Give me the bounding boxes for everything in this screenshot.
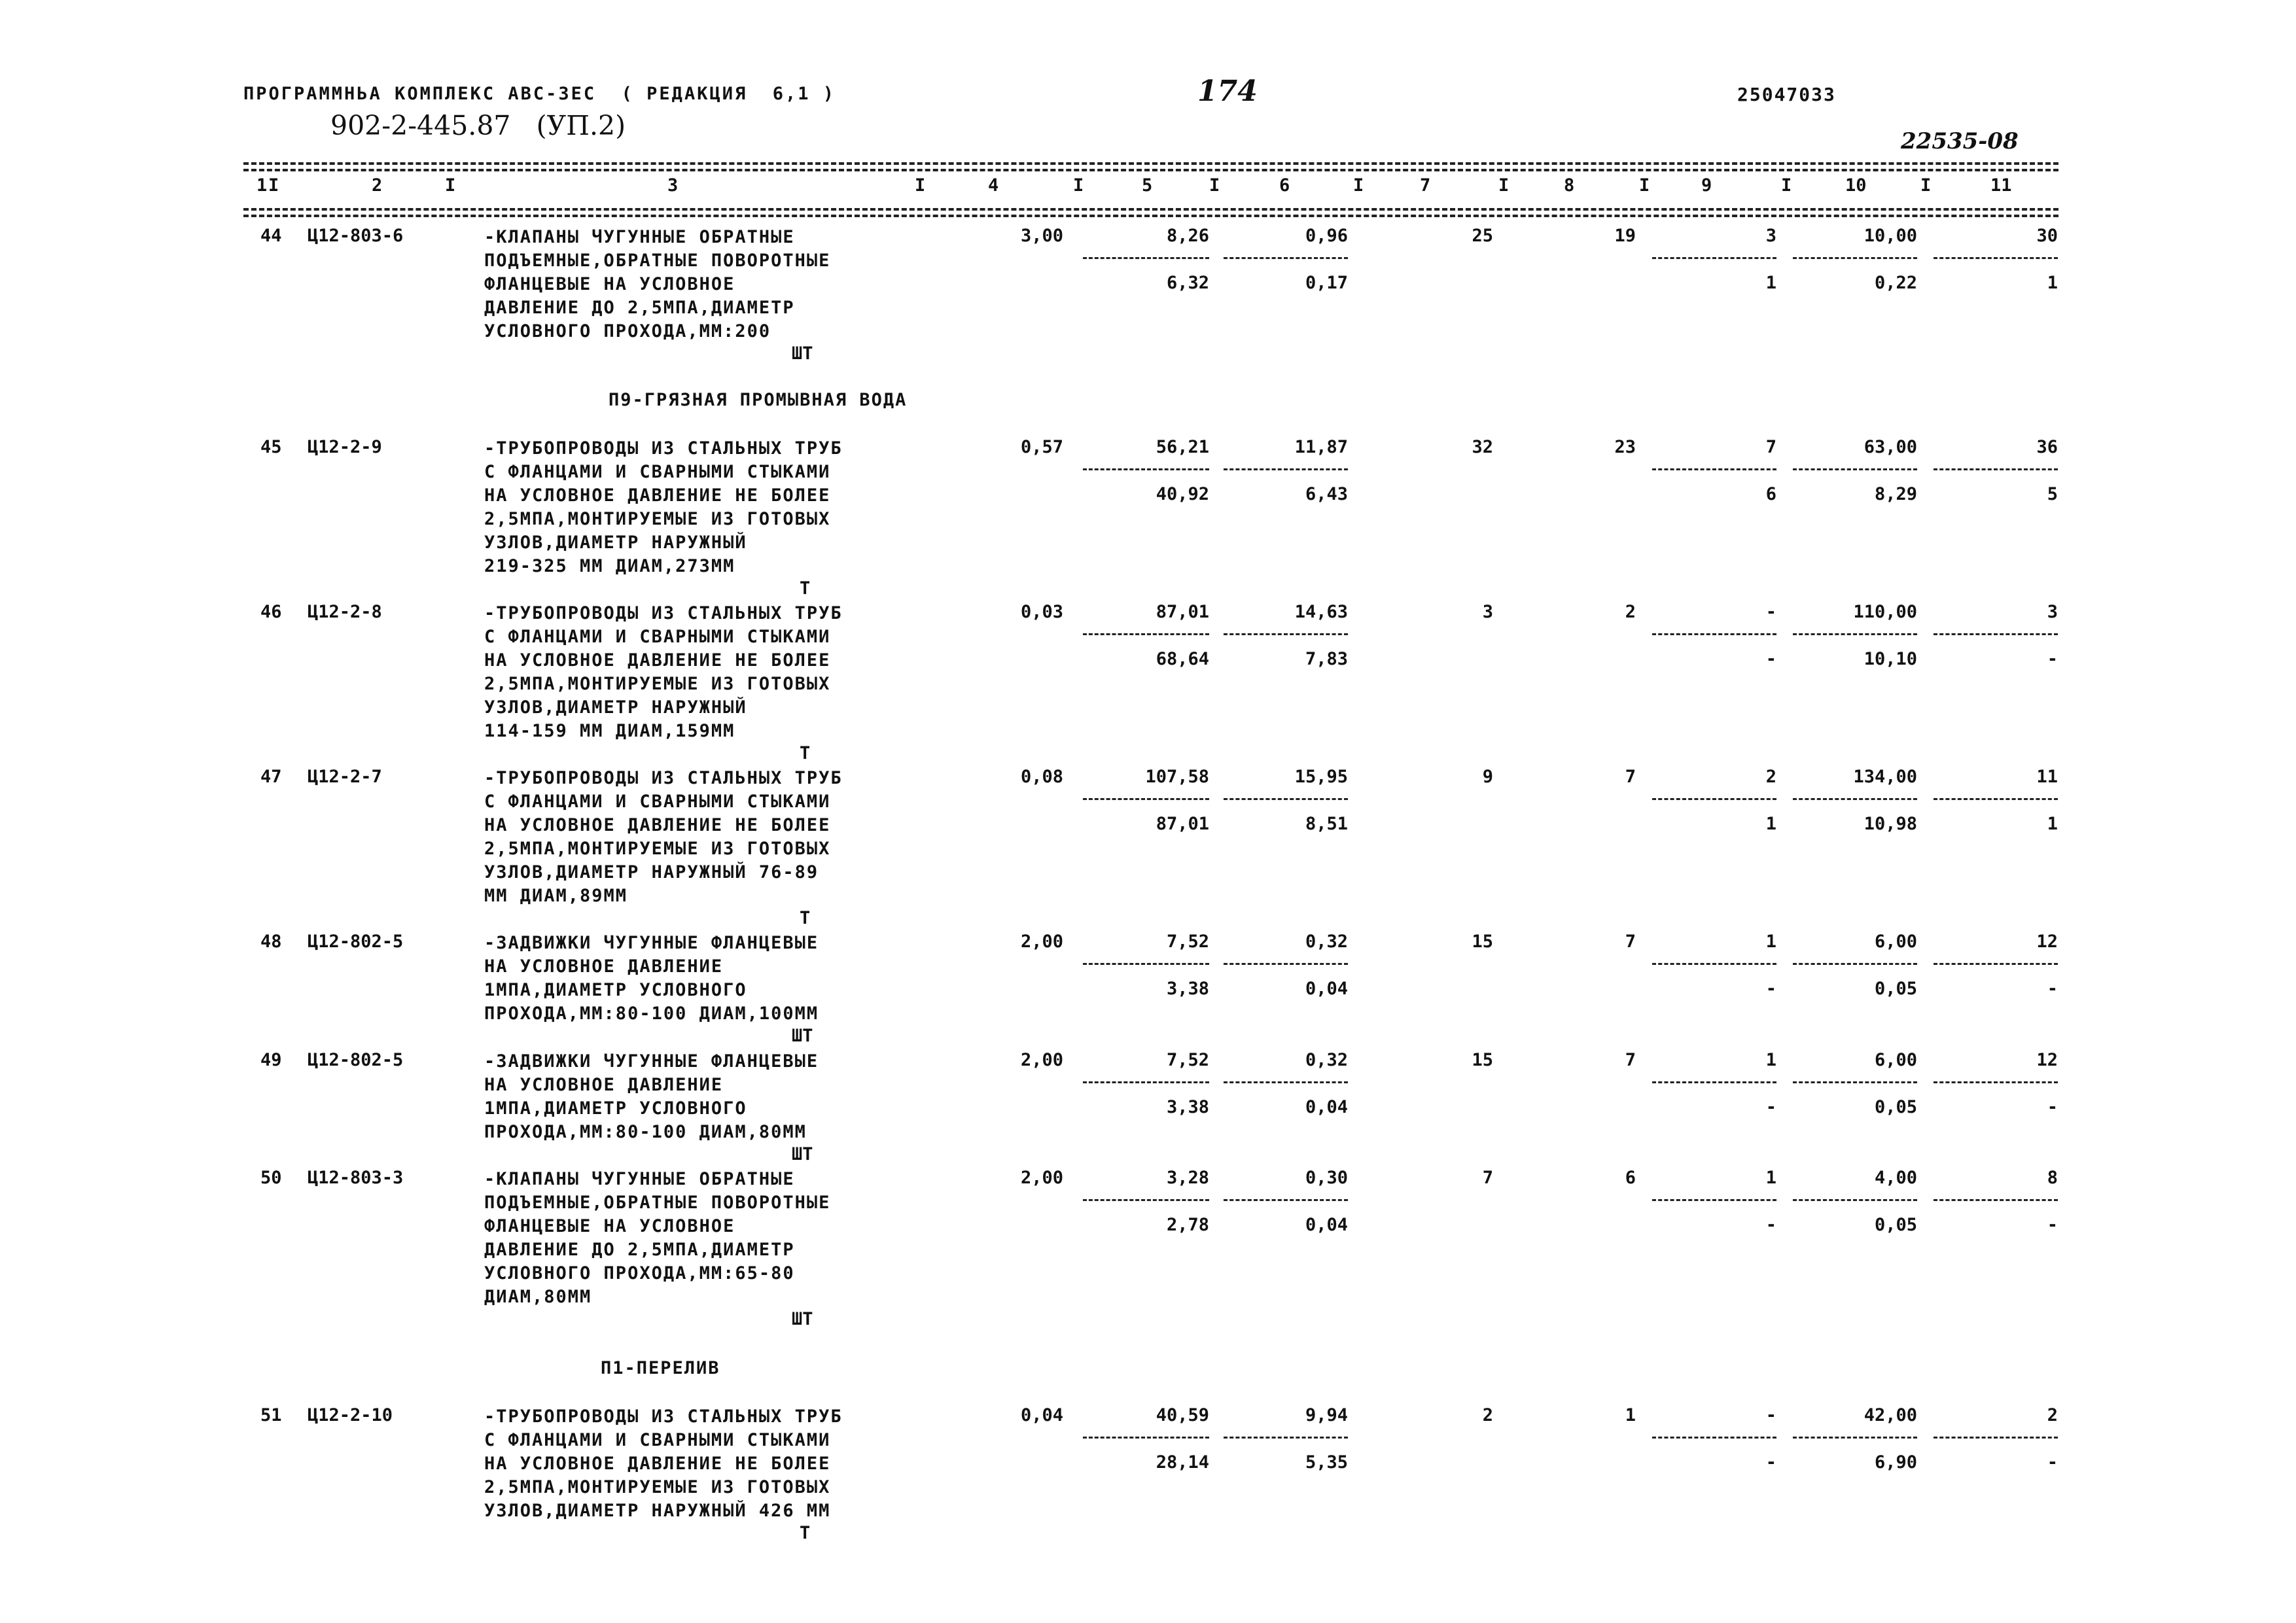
labor-unit-sub: 0,22 bbox=[1874, 273, 1917, 293]
wage-cost-sub: 0,04 bbox=[1305, 1097, 1348, 1117]
labor-unit: 6,00 bbox=[1874, 1050, 1917, 1070]
wage-total-sub: - bbox=[1765, 649, 1776, 669]
labor-unit-sub: 10,10 bbox=[1863, 649, 1917, 669]
wage-total: 1 bbox=[1765, 1050, 1776, 1070]
wage-cost-sub: 6,43 bbox=[1305, 484, 1348, 504]
fraction-line bbox=[1083, 468, 1209, 470]
machine-cost: 7 bbox=[1625, 1050, 1636, 1070]
column-separator: I bbox=[1209, 175, 1220, 196]
fraction-line bbox=[1083, 1081, 1209, 1083]
description-line: ФЛАНЦЕВЫЕ НА УСЛОВНОЕ bbox=[484, 1216, 735, 1236]
column-header: 7 bbox=[1420, 175, 1431, 196]
fraction-line bbox=[1652, 1081, 1776, 1083]
description-line: 219-325 ММ ДИАМ,273ММ bbox=[484, 556, 735, 576]
work-description bbox=[484, 602, 843, 743]
fraction-line bbox=[1224, 1437, 1348, 1439]
unit-cost-sub: 87,01 bbox=[1156, 814, 1209, 834]
labor-unit-sub: 0,05 bbox=[1874, 1215, 1917, 1235]
wage-cost-sub: 7,83 bbox=[1305, 649, 1348, 669]
labor-total: 30 bbox=[2036, 226, 2058, 246]
row-number: 48 bbox=[260, 932, 282, 952]
machine-cost: 2 bbox=[1625, 602, 1636, 622]
quantity: 0,08 bbox=[1020, 767, 1063, 787]
unit-cost-sub: 3,38 bbox=[1166, 1097, 1209, 1117]
description-line: С ФЛАНЦАМИ И СВАРНЫМИ СТЫКАМИ bbox=[484, 462, 831, 482]
description-line: НА УСЛОВНОЕ ДАВЛЕНИЕ НЕ БОЛЕЕ bbox=[484, 650, 831, 671]
column-separator: I bbox=[1498, 175, 1510, 196]
album-number: 22535-08 bbox=[1901, 128, 2019, 154]
wage-total: 2 bbox=[1765, 767, 1776, 787]
work-description bbox=[484, 767, 843, 908]
machine-cost: 19 bbox=[1614, 226, 1636, 246]
machine-cost: 23 bbox=[1614, 437, 1636, 457]
row-number: 44 bbox=[260, 226, 282, 246]
column-separator: I bbox=[1639, 175, 1650, 196]
column-header: 4 bbox=[988, 175, 999, 196]
unit-cost: 107,58 bbox=[1145, 767, 1209, 787]
description-line: ММ ДИАМ,89ММ bbox=[484, 886, 628, 906]
column-separator: I bbox=[268, 175, 279, 196]
fraction-line bbox=[1934, 1199, 2058, 1201]
project-number: 902-2-445.87 (УП.2) bbox=[330, 110, 626, 141]
labor-total-sub: 5 bbox=[2047, 484, 2058, 504]
rate-code: Ц12-2-10 bbox=[308, 1405, 393, 1425]
row-number: 47 bbox=[260, 767, 282, 787]
description-line: ДАВЛЕНИЕ ДО 2,5МПА,ДИАМЕТР bbox=[484, 298, 795, 318]
fraction-line bbox=[1934, 257, 2058, 259]
fraction-line bbox=[1652, 798, 1776, 800]
wage-total-sub: 1 bbox=[1765, 273, 1776, 293]
description-line: УЗЛОВ,ДИАМЕТР НАРУЖНЫЙ bbox=[484, 697, 747, 718]
description-line: 1МПА,ДИАМЕТР УСЛОВНОГО bbox=[484, 980, 747, 1000]
labor-unit-sub: 0,05 bbox=[1874, 1097, 1917, 1117]
labor-unit: 6,00 bbox=[1874, 932, 1917, 952]
quantity: 0,03 bbox=[1020, 602, 1063, 622]
fraction-line bbox=[1652, 1437, 1776, 1439]
row-number: 50 bbox=[260, 1168, 282, 1188]
fraction-line bbox=[1083, 257, 1209, 259]
description-line: -ЗАДВИЖКИ ЧУГУННЫЕ ФЛАНЦЕВЫЕ bbox=[484, 933, 819, 953]
unit-of-measure: Т bbox=[800, 743, 811, 763]
fraction-line bbox=[1934, 1437, 2058, 1439]
column-separator: I bbox=[1073, 175, 1084, 196]
fraction-line bbox=[1652, 257, 1776, 259]
wage-cost-sub: 0,04 bbox=[1305, 1215, 1348, 1235]
total-cost: 7 bbox=[1482, 1168, 1493, 1188]
rate-code: Ц12-803-3 bbox=[308, 1168, 404, 1188]
header-rule-bottom bbox=[243, 208, 2058, 211]
wage-total-sub: - bbox=[1765, 1097, 1776, 1117]
quantity: 3,00 bbox=[1020, 226, 1063, 246]
machine-cost: 1 bbox=[1625, 1405, 1636, 1425]
wage-cost-sub: 5,35 bbox=[1305, 1452, 1348, 1473]
description-line: НА УСЛОВНОЕ ДАВЛЕНИЕ НЕ БОЛЕЕ bbox=[484, 815, 831, 835]
labor-unit-sub: 10,98 bbox=[1863, 814, 1917, 834]
rate-code: Ц12-2-9 bbox=[308, 437, 382, 457]
rate-code: Ц12-2-7 bbox=[308, 767, 382, 787]
fraction-line bbox=[1934, 1081, 2058, 1083]
unit-cost: 8,26 bbox=[1166, 226, 1209, 246]
description-line: -КЛАПАНЫ ЧУГУННЫЕ ОБРАТНЫЕ bbox=[484, 227, 795, 247]
fraction-line bbox=[1793, 468, 1917, 470]
labor-unit-sub: 6,90 bbox=[1874, 1452, 1917, 1473]
work-description bbox=[484, 226, 830, 343]
description-line: 114-159 ММ ДИАМ,159ММ bbox=[484, 721, 735, 741]
labor-total-sub: 1 bbox=[2047, 814, 2058, 834]
unit-of-measure: Т bbox=[800, 1523, 811, 1543]
fraction-line bbox=[1934, 633, 2058, 635]
fraction-line bbox=[1652, 468, 1776, 470]
fraction-line bbox=[1224, 1081, 1348, 1083]
wage-total: - bbox=[1765, 1405, 1776, 1425]
column-header: 2 bbox=[372, 175, 383, 196]
wage-total-sub: - bbox=[1765, 1215, 1776, 1235]
wage-cost-sub: 0,17 bbox=[1305, 273, 1348, 293]
fraction-line bbox=[1224, 963, 1348, 965]
program-header: ПРОГРАММНЬА КОМПЛЕКС АВС-ЗЕС ( РЕДАКЦИЯ 6,1 ) bbox=[243, 84, 836, 104]
fraction-line bbox=[1083, 633, 1209, 635]
fraction-line bbox=[1224, 257, 1348, 259]
wage-cost: 9,94 bbox=[1305, 1405, 1348, 1425]
description-line: 1МПА,ДИАМЕТР УСЛОВНОГО bbox=[484, 1098, 747, 1119]
labor-total: 12 bbox=[2036, 932, 2058, 952]
description-line: УСЛОВНОГО ПРОХОДА,ММ:200 bbox=[484, 321, 771, 341]
fraction-line bbox=[1793, 963, 1917, 965]
total-cost: 25 bbox=[1472, 226, 1493, 246]
wage-cost: 0,32 bbox=[1305, 1050, 1348, 1070]
labor-total: 2 bbox=[2047, 1405, 2058, 1425]
labor-unit: 4,00 bbox=[1874, 1168, 1917, 1188]
rate-code: Ц12-803-6 bbox=[308, 226, 404, 246]
description-line: НА УСЛОВНОЕ ДАВЛЕНИЕ НЕ БОЛЕЕ bbox=[484, 485, 831, 506]
description-line: -ТРУБОПРОВОДЫ ИЗ СТАЛЬНЫХ ТРУБ bbox=[484, 1406, 843, 1427]
fraction-line bbox=[1793, 798, 1917, 800]
description-line: -ТРУБОПРОВОДЫ ИЗ СТАЛЬНЫХ ТРУБ bbox=[484, 438, 843, 459]
fraction-line bbox=[1083, 798, 1209, 800]
row-number: 51 bbox=[260, 1405, 282, 1425]
header-rule-top bbox=[243, 162, 2058, 165]
wage-total: 1 bbox=[1765, 1168, 1776, 1188]
labor-unit-sub: 0,05 bbox=[1874, 979, 1917, 999]
total-cost: 2 bbox=[1482, 1405, 1493, 1425]
column-separator: I bbox=[1353, 175, 1364, 196]
unit-cost: 40,59 bbox=[1156, 1405, 1209, 1425]
work-description bbox=[484, 932, 819, 1026]
total-cost: 9 bbox=[1482, 767, 1493, 787]
row-number: 45 bbox=[260, 437, 282, 457]
description-line: С ФЛАНЦАМИ И СВАРНЫМИ СТЫКАМИ bbox=[484, 627, 831, 647]
unit-cost: 7,52 bbox=[1166, 932, 1209, 952]
unit-of-measure: Т bbox=[800, 578, 811, 599]
unit-cost-sub: 40,92 bbox=[1156, 484, 1209, 504]
work-description bbox=[484, 1168, 830, 1309]
quantity: 2,00 bbox=[1020, 932, 1063, 952]
total-cost: 32 bbox=[1472, 437, 1493, 457]
machine-cost: 7 bbox=[1625, 932, 1636, 952]
description-line: ПОДЪЕМНЫЕ,ОБРАТНЫЕ ПОВОРОТНЫЕ bbox=[484, 1193, 831, 1213]
fraction-line bbox=[1652, 1199, 1776, 1201]
description-line: УСЛОВНОГО ПРОХОДА,ММ:65-80 bbox=[484, 1263, 795, 1283]
column-header: 1 bbox=[256, 175, 268, 196]
fraction-line bbox=[1652, 633, 1776, 635]
labor-total: 8 bbox=[2047, 1168, 2058, 1188]
fraction-line bbox=[1224, 798, 1348, 800]
fraction-line bbox=[1934, 798, 2058, 800]
total-cost: 3 bbox=[1482, 602, 1493, 622]
unit-cost-sub: 3,38 bbox=[1166, 979, 1209, 999]
description-line: ПРОХОДА,ММ:80-100 ДИАМ,80ММ bbox=[484, 1122, 807, 1142]
unit-of-measure: ШТ bbox=[792, 1309, 813, 1329]
description-line: 2,5МПА,МОНТИРУЕМЫЕ ИЗ ГОТОВЫХ bbox=[484, 839, 831, 859]
unit-cost-sub: 68,64 bbox=[1156, 649, 1209, 669]
fraction-line bbox=[1083, 1199, 1209, 1201]
unit-cost: 3,28 bbox=[1166, 1168, 1209, 1188]
fraction-line bbox=[1793, 633, 1917, 635]
unit-cost-sub: 6,32 bbox=[1166, 273, 1209, 293]
labor-unit: 63,00 bbox=[1863, 437, 1917, 457]
labor-unit-sub: 8,29 bbox=[1874, 484, 1917, 504]
column-header: 3 bbox=[667, 175, 679, 196]
description-line: ФЛАНЦЕВЫЕ НА УСЛОВНОЕ bbox=[484, 274, 735, 294]
wage-cost: 11,87 bbox=[1294, 437, 1348, 457]
description-line: ПОДЪЕМНЫЕ,ОБРАТНЫЕ ПОВОРОТНЫЕ bbox=[484, 251, 831, 271]
quantity: 0,04 bbox=[1020, 1405, 1063, 1425]
fraction-line bbox=[1652, 963, 1776, 965]
description-line: С ФЛАНЦАМИ И СВАРНЫМИ СТЫКАМИ bbox=[484, 792, 831, 812]
unit-of-measure: ШТ bbox=[792, 343, 813, 364]
fraction-line bbox=[1083, 963, 1209, 965]
column-separator: I bbox=[1781, 175, 1792, 196]
labor-unit: 134,00 bbox=[1853, 767, 1917, 787]
unit-cost: 7,52 bbox=[1166, 1050, 1209, 1070]
wage-cost: 14,63 bbox=[1294, 602, 1348, 622]
labor-total: 3 bbox=[2047, 602, 2058, 622]
labor-total: 12 bbox=[2036, 1050, 2058, 1070]
fraction-line bbox=[1793, 1199, 1917, 1201]
unit-cost-sub: 28,14 bbox=[1156, 1452, 1209, 1473]
rate-code: Ц12-802-5 bbox=[308, 1050, 404, 1070]
description-line: НА УСЛОВНОЕ ДАВЛЕНИЕ НЕ БОЛЕЕ bbox=[484, 1454, 831, 1474]
description-line: -КЛАПАНЫ ЧУГУННЫЕ ОБРАТНЫЕ bbox=[484, 1169, 795, 1189]
labor-unit: 110,00 bbox=[1853, 602, 1917, 622]
header-rule-top-2 bbox=[243, 169, 2058, 171]
column-header: 10 bbox=[1845, 175, 1867, 196]
labor-total-sub: - bbox=[2047, 1097, 2058, 1117]
unit-of-measure: ШТ bbox=[792, 1144, 813, 1164]
column-separator: I bbox=[1920, 175, 1932, 196]
description-line: 2,5МПА,МОНТИРУЕМЫЕ ИЗ ГОТОВЫХ bbox=[484, 1477, 831, 1497]
rate-code: Ц12-2-8 bbox=[308, 602, 382, 622]
wage-total-sub: - bbox=[1765, 979, 1776, 999]
description-line: ПРОХОДА,ММ:80-100 ДИАМ,100ММ bbox=[484, 1003, 819, 1024]
column-header: 9 bbox=[1701, 175, 1712, 196]
work-description bbox=[484, 1050, 819, 1144]
wage-total: - bbox=[1765, 602, 1776, 622]
wage-total-sub: 1 bbox=[1765, 814, 1776, 834]
labor-total-sub: - bbox=[2047, 649, 2058, 669]
description-line: НА УСЛОВНОЕ ДАВЛЕНИЕ bbox=[484, 956, 724, 977]
labor-total: 11 bbox=[2036, 767, 2058, 787]
column-header: 8 bbox=[1564, 175, 1575, 196]
labor-unit: 10,00 bbox=[1863, 226, 1917, 246]
wage-total: 7 bbox=[1765, 437, 1776, 457]
fraction-line bbox=[1793, 1437, 1917, 1439]
wage-cost: 0,96 bbox=[1305, 226, 1348, 246]
quantity: 2,00 bbox=[1020, 1050, 1063, 1070]
work-description bbox=[484, 437, 843, 578]
total-cost: 15 bbox=[1472, 932, 1493, 952]
wage-cost: 0,32 bbox=[1305, 932, 1348, 952]
fraction-line bbox=[1224, 468, 1348, 470]
column-separator: I bbox=[445, 175, 456, 196]
description-line: УЗЛОВ,ДИАМЕТР НАРУЖНЫЙ 426 ММ bbox=[484, 1501, 831, 1521]
unit-cost: 56,21 bbox=[1156, 437, 1209, 457]
labor-total-sub: - bbox=[2047, 1215, 2058, 1235]
total-cost: 15 bbox=[1472, 1050, 1493, 1070]
wage-cost: 15,95 bbox=[1294, 767, 1348, 787]
column-separator: I bbox=[915, 175, 926, 196]
fraction-line bbox=[1793, 257, 1917, 259]
machine-cost: 6 bbox=[1625, 1168, 1636, 1188]
work-description bbox=[484, 1405, 843, 1523]
description-line: ДИАМ,80ММ bbox=[484, 1287, 592, 1307]
fraction-line bbox=[1224, 1199, 1348, 1201]
unit-of-measure: Т bbox=[800, 908, 811, 928]
description-line: 2,5МПА,МОНТИРУЕМЫЕ ИЗ ГОТОВЫХ bbox=[484, 509, 831, 529]
unit-of-measure: ШТ bbox=[792, 1026, 813, 1046]
row-number: 46 bbox=[260, 602, 282, 622]
wage-cost-sub: 8,51 bbox=[1305, 814, 1348, 834]
wage-total-sub: 6 bbox=[1765, 484, 1776, 504]
wage-total-sub: - bbox=[1765, 1452, 1776, 1473]
rate-code: Ц12-802-5 bbox=[308, 932, 404, 952]
labor-total: 36 bbox=[2036, 437, 2058, 457]
section-title: П9-ГРЯЗНАЯ ПРОМЫВНАЯ ВОДА bbox=[609, 390, 908, 410]
quantity: 0,57 bbox=[1020, 437, 1063, 457]
wage-cost-sub: 0,04 bbox=[1305, 979, 1348, 999]
row-number: 49 bbox=[260, 1050, 282, 1070]
quantity: 2,00 bbox=[1020, 1168, 1063, 1188]
wage-total: 3 bbox=[1765, 226, 1776, 246]
description-line: С ФЛАНЦАМИ И СВАРНЫМИ СТЫКАМИ bbox=[484, 1430, 831, 1450]
labor-total-sub: - bbox=[2047, 1452, 2058, 1473]
wage-total: 1 bbox=[1765, 932, 1776, 952]
description-line: -ТРУБОПРОВОДЫ ИЗ СТАЛЬНЫХ ТРУБ bbox=[484, 768, 843, 788]
fraction-line bbox=[1793, 1081, 1917, 1083]
labor-total-sub: - bbox=[2047, 979, 2058, 999]
header-rule-bottom-2 bbox=[243, 215, 2058, 217]
page-number: 174 bbox=[1197, 75, 1258, 108]
fraction-line bbox=[1934, 963, 2058, 965]
fraction-line bbox=[1934, 468, 2058, 470]
labor-total-sub: 1 bbox=[2047, 273, 2058, 293]
description-line: ДАВЛЕНИЕ ДО 2,5МПА,ДИАМЕТР bbox=[484, 1240, 795, 1260]
description-line: УЗЛОВ,ДИАМЕТР НАРУЖНЫЙ 76-89 bbox=[484, 862, 819, 882]
section-title: П1-ПЕРЕЛИВ bbox=[601, 1358, 720, 1378]
description-line: -ТРУБОПРОВОДЫ ИЗ СТАЛЬНЫХ ТРУБ bbox=[484, 603, 843, 623]
unit-cost-sub: 2,78 bbox=[1166, 1215, 1209, 1235]
column-header: 11 bbox=[1990, 175, 2012, 196]
document-code: 25047033 bbox=[1737, 84, 1836, 105]
fraction-line bbox=[1224, 633, 1348, 635]
unit-cost: 87,01 bbox=[1156, 602, 1209, 622]
wage-cost: 0,30 bbox=[1305, 1168, 1348, 1188]
description-line: 2,5МПА,МОНТИРУЕМЫЕ ИЗ ГОТОВЫХ bbox=[484, 674, 831, 694]
fraction-line bbox=[1083, 1437, 1209, 1439]
description-line: НА УСЛОВНОЕ ДАВЛЕНИЕ bbox=[484, 1075, 724, 1095]
machine-cost: 7 bbox=[1625, 767, 1636, 787]
column-header: 5 bbox=[1142, 175, 1153, 196]
description-line: -ЗАДВИЖКИ ЧУГУННЫЕ ФЛАНЦЕВЫЕ bbox=[484, 1051, 819, 1072]
labor-unit: 42,00 bbox=[1863, 1405, 1917, 1425]
column-header: 6 bbox=[1279, 175, 1290, 196]
description-line: УЗЛОВ,ДИАМЕТР НАРУЖНЫЙ bbox=[484, 532, 747, 553]
